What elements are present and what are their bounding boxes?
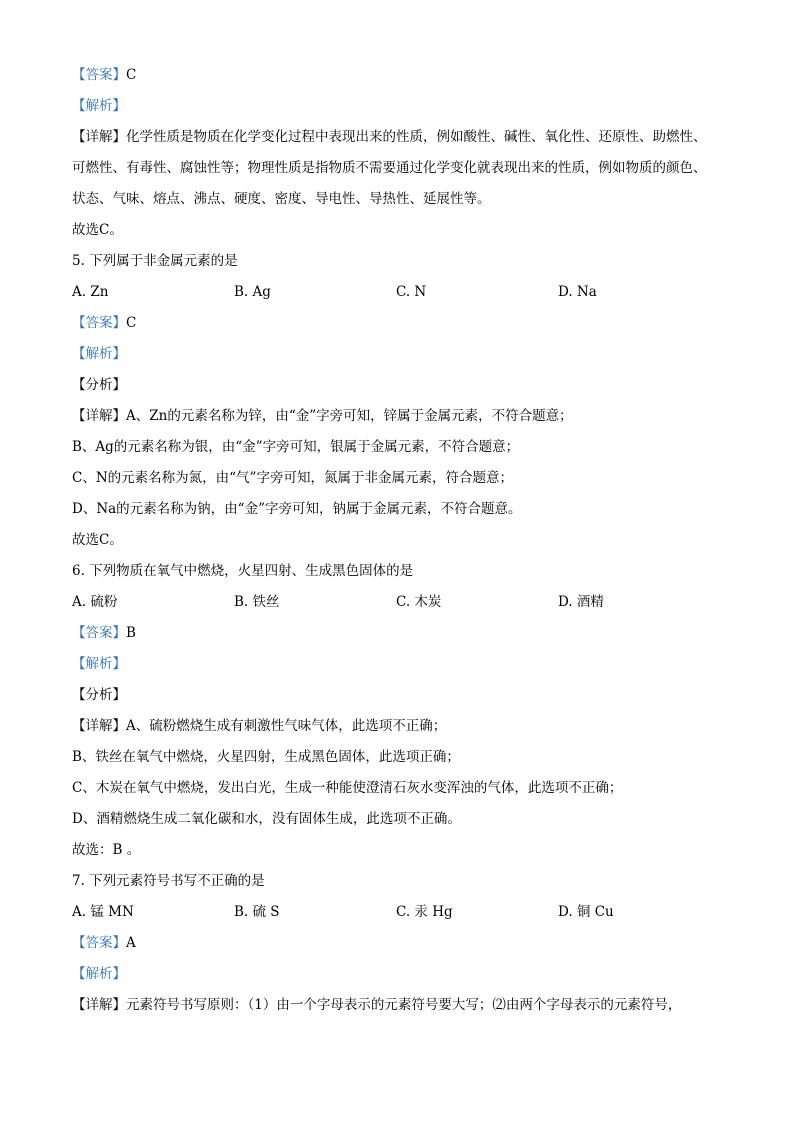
analysis-tag: 【解析】 — [72, 98, 126, 114]
answer-value: A — [126, 935, 136, 951]
detail-tag: 【详解】 — [72, 997, 126, 1013]
q4-detail-line-2: 可燃性、有毒性、腐蚀性等；物理性质是指物质不需要通过化学变化就表现出来的性质，例如物质的颜色、 — [72, 160, 707, 176]
detail-tag: 【详解】 — [72, 129, 126, 145]
q6-detail-line-1 — [72, 716, 446, 736]
q5-option-b: B. Ag — [234, 284, 271, 300]
q7-answer-line — [72, 933, 136, 953]
detail-tag: 【详解】 — [72, 718, 126, 734]
q7-analysis-line — [72, 964, 126, 984]
q4-detail-line-3: 状态、气味、熔点、沸点、硬度、密度、导电性、导热性、延展性等。 — [72, 191, 491, 207]
q5-stem: 5. 下列属于非金属元素的是 — [72, 253, 238, 269]
answer-value: B — [126, 625, 136, 641]
analysis-tag: 【解析】 — [72, 346, 126, 362]
q6-answer-line — [72, 623, 136, 643]
q5-option-c: C. N — [396, 284, 427, 300]
q5-option-d: D. Na — [558, 284, 597, 300]
q4-analysis-line — [72, 96, 126, 116]
q5-analysis-line — [72, 344, 126, 364]
q7-options — [72, 902, 732, 922]
q5-option-a: A. Zn — [72, 284, 109, 300]
detail-text: A、硫粉燃烧生成有刺激性气味气体，此选项不正确； — [126, 718, 447, 734]
detail-text: 化学性质是物质在化学变化过程中表现出来的性质，例如酸性、碱性、氧化性、还原性、助燃性、 — [126, 129, 707, 145]
q7-detail-line-1 — [72, 995, 681, 1015]
q6-detail-line-3: C、木炭在氧气中燃烧，发出白光，生成一种能使澄清石灰水变浑浊的气体，此选项不正确； — [72, 780, 623, 796]
q6-detail-line-2: B、铁丝在氧气中燃烧，火星四射，生成黑色固体，此选项正确； — [72, 749, 460, 765]
q5-detail-line-1 — [72, 406, 573, 426]
answer-value: C — [126, 315, 137, 331]
q5-fenxi-line: 【分析】 — [72, 377, 126, 393]
answer-tag: 【答案】 — [72, 315, 126, 331]
q4-conclusion: 故选C。 — [72, 222, 123, 238]
detail-text: A、Zn的元素名称为锌，由“金”字旁可知，锌属于金属元素，不符合题意； — [126, 408, 573, 424]
answer-tag: 【答案】 — [72, 67, 126, 83]
q4-answer-line — [72, 65, 136, 85]
q7-option-c: C. 汞 Hg — [396, 904, 453, 920]
q6-stem: 6. 下列物质在氧气中燃烧，火星四射、生成黑色固体的是 — [72, 563, 414, 579]
q7-option-d: D. 铜 Cu — [558, 904, 614, 920]
q6-option-c: C. 木炭 — [396, 594, 442, 610]
q7-option-a: A. 锰 MN — [72, 904, 134, 920]
q5-answer-line — [72, 313, 136, 333]
q4-detail-line-1 — [72, 127, 707, 147]
answer-tag: 【答案】 — [72, 625, 126, 641]
q6-option-b: B. 铁丝 — [234, 594, 280, 610]
q5-conclusion: 故选C。 — [72, 532, 123, 548]
analysis-tag: 【解析】 — [72, 656, 126, 672]
q6-conclusion: 故选：B 。 — [72, 842, 141, 858]
q6-option-d: D. 酒精 — [558, 594, 604, 610]
detail-tag: 【详解】 — [72, 408, 126, 424]
answer-value: C — [126, 67, 137, 83]
answer-tag: 【答案】 — [72, 935, 126, 951]
q7-stem: 7. 下列元素符号书写不正确的是 — [72, 873, 265, 889]
q7-option-b: B. 硫 S — [234, 904, 280, 920]
q5-detail-line-2: B、Ag的元素名称为银，由“金”字旁可知，银属于金属元素，不符合题意； — [72, 439, 520, 455]
detail-text: 元素符号书写原则：（1）由一个字母表示的元素符号要大写；⑵由两个字母表示的元素符号， — [126, 997, 682, 1013]
q5-options — [72, 282, 732, 302]
q6-option-a: A. 硫粉 — [72, 594, 118, 610]
q5-detail-line-4: D、Na的元素名称为钠，由“金”字旁可知，钠属于金属元素，不符合题意。 — [72, 501, 522, 517]
analysis-tag: 【解析】 — [72, 966, 126, 982]
q6-fenxi-line: 【分析】 — [72, 687, 126, 703]
q5-detail-line-3: C、N的元素名称为氮，由“气”字旁可知，氮属于非金属元素，符合题意； — [72, 470, 513, 486]
q6-options — [72, 592, 732, 612]
q6-analysis-line — [72, 654, 126, 674]
q6-detail-line-4: D、酒精燃烧生成二氧化碳和水，没有固体生成，此选项不正确。 — [72, 811, 461, 827]
